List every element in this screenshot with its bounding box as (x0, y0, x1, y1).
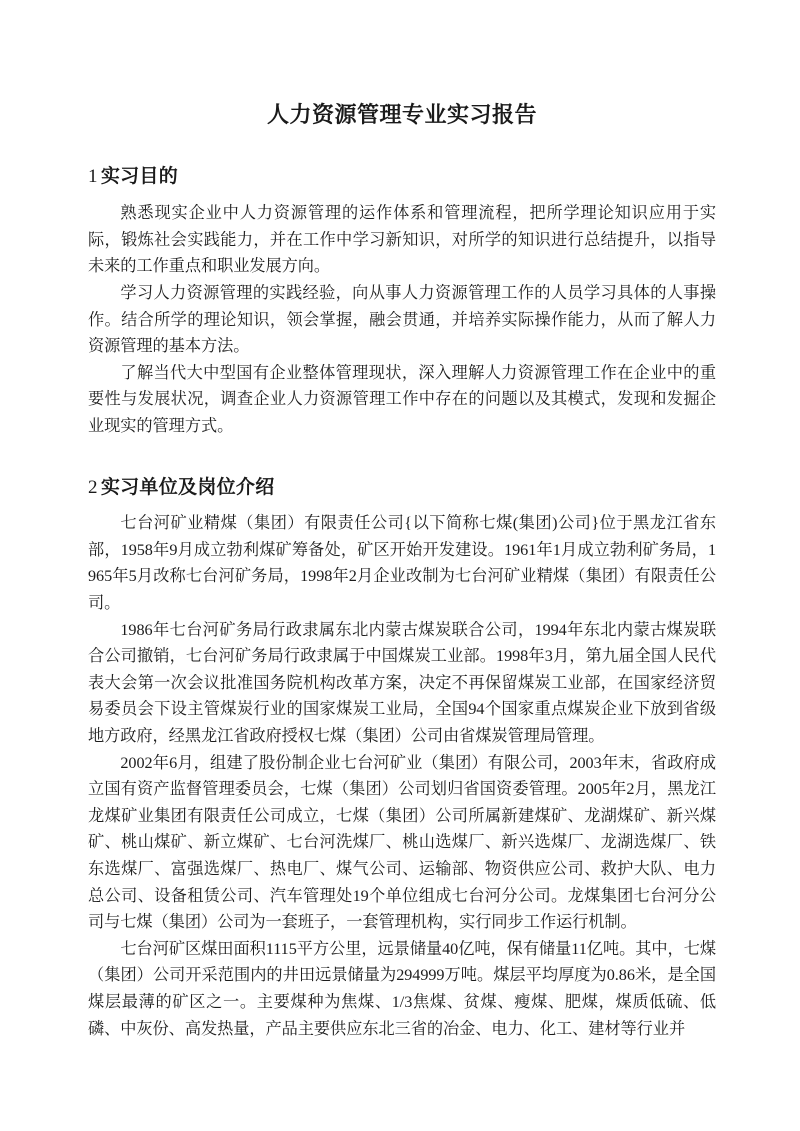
section-number-1: 1 (88, 165, 98, 187)
section-heading-2 (88, 440, 716, 503)
paragraph: 熟悉现实企业中人力资源管理的运作体系和管理流程，把所学理论知识应用于实际，锻炼社会实践能力，并在工作中学习新知识，对所学的知识进行总结提升，以指导未来的工作重点和职业发展方向。 (88, 204, 716, 276)
paragraph: 了解当代大中型国有企业整体管理现状，深入理解人力资源管理工作在企业中的重要性与发展状况，调查企业人力资源管理工作中存在的问题以及其模式，发现和发掘企业现实的管理方式。 (88, 363, 716, 435)
paragraph: 学习人力资源管理的实践经验，向从事人力资源管理工作的人员学习具体的人事操作。结合所学的理论知识，领会掌握，融会贯通，并培养实际操作能力，从而了解人力资源管理的基本方法。 (88, 283, 716, 356)
section-body-1 (88, 191, 716, 439)
paragraph: 七台河矿区煤田面积1115平方公里，远景储量40亿吨，保有储量11亿吨。其中，七煤（集团）公司开采范围内的井田远景储量为294999万吨。煤层平均厚度为0.86米，是全国煤层最薄的矿区之一。主要煤种为焦煤、1/3焦煤、贫煤、瘦煤、肥煤，煤质低硫、低磷、中灰份、高发热量，产品主要供应东北三省的冶金、电力、化工、建材等行业并 (88, 939, 716, 1038)
paragraph: 1986年七台河矿务局行政隶属东北内蒙古煤炭联合公司，1994年东北内蒙古煤炭联合公司撤销，七台河矿务局行政隶属于中国煤炭工业部。1998年3月，第九届全国人民代表大会第一次会议批准国务院机构改革方案，决定不再保留煤炭工业部，在国家经济贸易委员会下设主管煤炭行业的国家煤炭工业局，全国94个国家重点煤炭企业下放到省级地方政府，经黑龙江省政府授权七煤（集团）公司由省煤炭管理局管理。 (88, 620, 716, 745)
section-heading-label-1: 实习目的 (100, 165, 179, 187)
paragraph: 2002年6月，组建了股份制企业七台河矿业（集团）有限公司，2003年末，省政府成立国有资产监督管理委员会，七煤（集团）公司划归省国资委管理。2005年2月，黑龙江龙煤矿业集团有限责任公司成立，七煤（集团）公司所属新建煤矿、龙湖煤矿、新兴煤矿、桃山煤矿、新立煤矿、七台河洗煤厂、桃山选煤厂、新兴选煤厂、龙湖选煤厂、铁东选煤厂、富强选煤厂、热电厂、煤气公司、运输部、物资供应公司、救护大队、电力总公司、设备租赁公司、汽车管理处19个单位组成七台河分公司。龙煤集团七台河分公司与七煤（集团）公司为一套班子，一套管理机构，实行同步工作运行机制。 (88, 753, 716, 932)
section-number-2: 2 (88, 476, 98, 498)
section-heading-label-2: 实习单位及岗位介绍 (100, 476, 275, 498)
page-title: 人力资源管理专业实习报告 (266, 102, 537, 127)
document-content (88, 0, 716, 1042)
paragraph: 七台河矿业精煤（集团）有限责任公司{以下简称七煤(集团)公司}位于黑龙江省东部，1958年9月成立勃利煤矿筹备处，矿区开始开发建设。1961年1月成立勃利矿务局，1965年5月改称七台河矿务局，1998年2月企业改制为七台河矿业精煤（集团）有限责任公司。 (88, 514, 716, 612)
section-body-2 (88, 502, 716, 1042)
section-heading-1 (88, 129, 716, 192)
